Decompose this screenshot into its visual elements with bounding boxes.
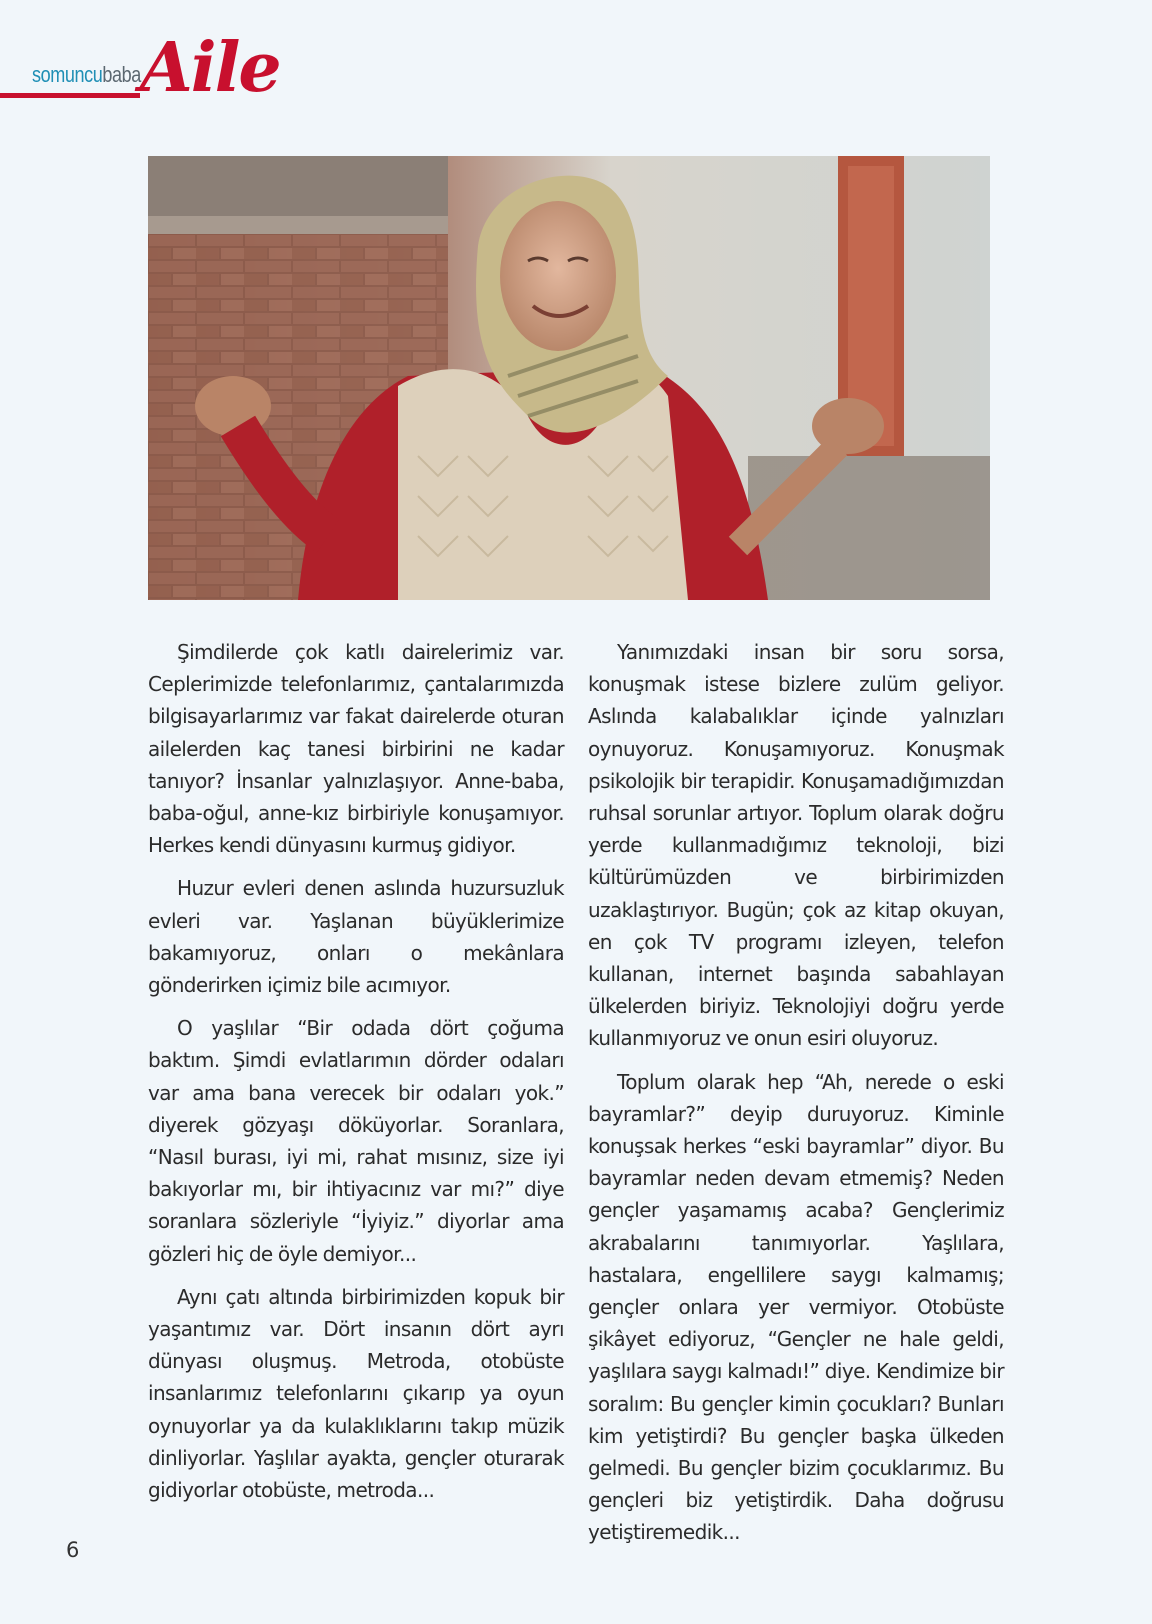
paragraph: O yaşlılar “Bir odada dört çoğuma baktım. Şimdi evlatlarımın dörder odaları var ama bana verecek bir odaları yok.” diyerek gözyaşı döküyorlar. Soranlara, “Nasıl burası, iyi mi, rahat mısınız, size iyi bakıyorlar mı, bir ihtiyacınız var mı?” diye soranlara sözleriyle “İyiyiz.” diyorlar ama gözleri hiç de öyle demiyor... xyxy=(148,1016,564,1266)
left-column xyxy=(148,636,564,1517)
photo-elderly-woman xyxy=(148,156,990,600)
page-header xyxy=(0,0,1152,130)
header-accent-line xyxy=(0,93,140,98)
paragraph: Huzur evleri denen aslında huzursuzluk evleri var. Yaşlanan büyüklerimize bakamıyoruz, onları o mekânlara gönderirken içimiz bile acımıyor. xyxy=(148,876,564,998)
paragraph: Şimdilerde çok katlı dairelerimiz var. Ceplerimizde telefonlarımız, çantalarımızda bilgisayarlarımız var fakat dairelerde oturan ailelerden kaç tanesi birbirini ne kadar tanıyor? İnsanlar yalnızlaşıyor. Anne-baba, baba-oğul, anne-kız birbiriyle konuşamıyor. Herkes kendi dünyasını kurmuş gidiyor. xyxy=(148,640,564,858)
brand-part2: baba xyxy=(102,62,141,87)
brand-part1: somuncu xyxy=(32,62,103,87)
paragraph: Toplum olarak hep “Ah, nerede o eski bayramlar?” deyip duruyoruz. Kiminle konuşsak herkes “eski bayramlar” diyor. Bu bayramlar neden devam etmemiş? Neden gençler yaşamamış acaba? Gençlerimiz akrabalarını tanımıyorlar. Yaşlılara, hastalara, engellilere saygı kalmamış; gençler onlara yer vermiyor. Otobüste şikâyet ediyoruz, “Gençler ne hale geldi, yaşlılara saygı kalmadı!” diye. Kendimize bir soralım: Bu gençler kimin çocukları? Bunları kim yetiştirdi? Bu gençler başka ülkeden gelmedi. Bu gençler bizim çocuklarımız. Bu gençleri biz yetiştirdik. Daha doğrusu yetiştiremedik... xyxy=(588,1069,1004,1545)
section-title: Aile xyxy=(140,28,280,108)
photo-illustration xyxy=(148,156,990,600)
right-column xyxy=(588,636,1004,1560)
brand-logo xyxy=(32,62,141,88)
paragraph: Yanımızdaki insan bir soru sorsa, konuşmak istese bizlere zulüm geliyor. Aslında kalabalıklar içinde yalnızları oynuyoruz. Konuşamıyoruz. Konuşmak psikolojik bir terapidir. Konuşamadığımızdan ruhsal sorunlar artıyor. Toplum olarak doğru yerde kullanmadığımız teknoloji, bizi kültürümüzden ve birbirimizden uzaklaştırıyor. Bugün; çok az kitap okuyan, en çok TV programı izleyen, telefon kullanan, internet başında sabahlayan ülkelerden biriyiz. Teknolojiyi doğru yerde kullanmıyoruz ve onun esiri oluyoruz. xyxy=(588,640,1004,1051)
page-number: 6 xyxy=(66,1538,80,1562)
paragraph: Aynı çatı altında birbirimizden kopuk bir yaşantımız var. Dört insanın dört ayrı dünyası oluşmuş. Metroda, otobüste insanlarımız telefonlarını çıkarıp ya oyun oynuyorlar ya da kulaklıklarını takıp müzik dinliyorlar. Yaşlılar ayakta, gençler oturarak gidiyorlar otobüste, metroda... xyxy=(148,1284,564,1503)
